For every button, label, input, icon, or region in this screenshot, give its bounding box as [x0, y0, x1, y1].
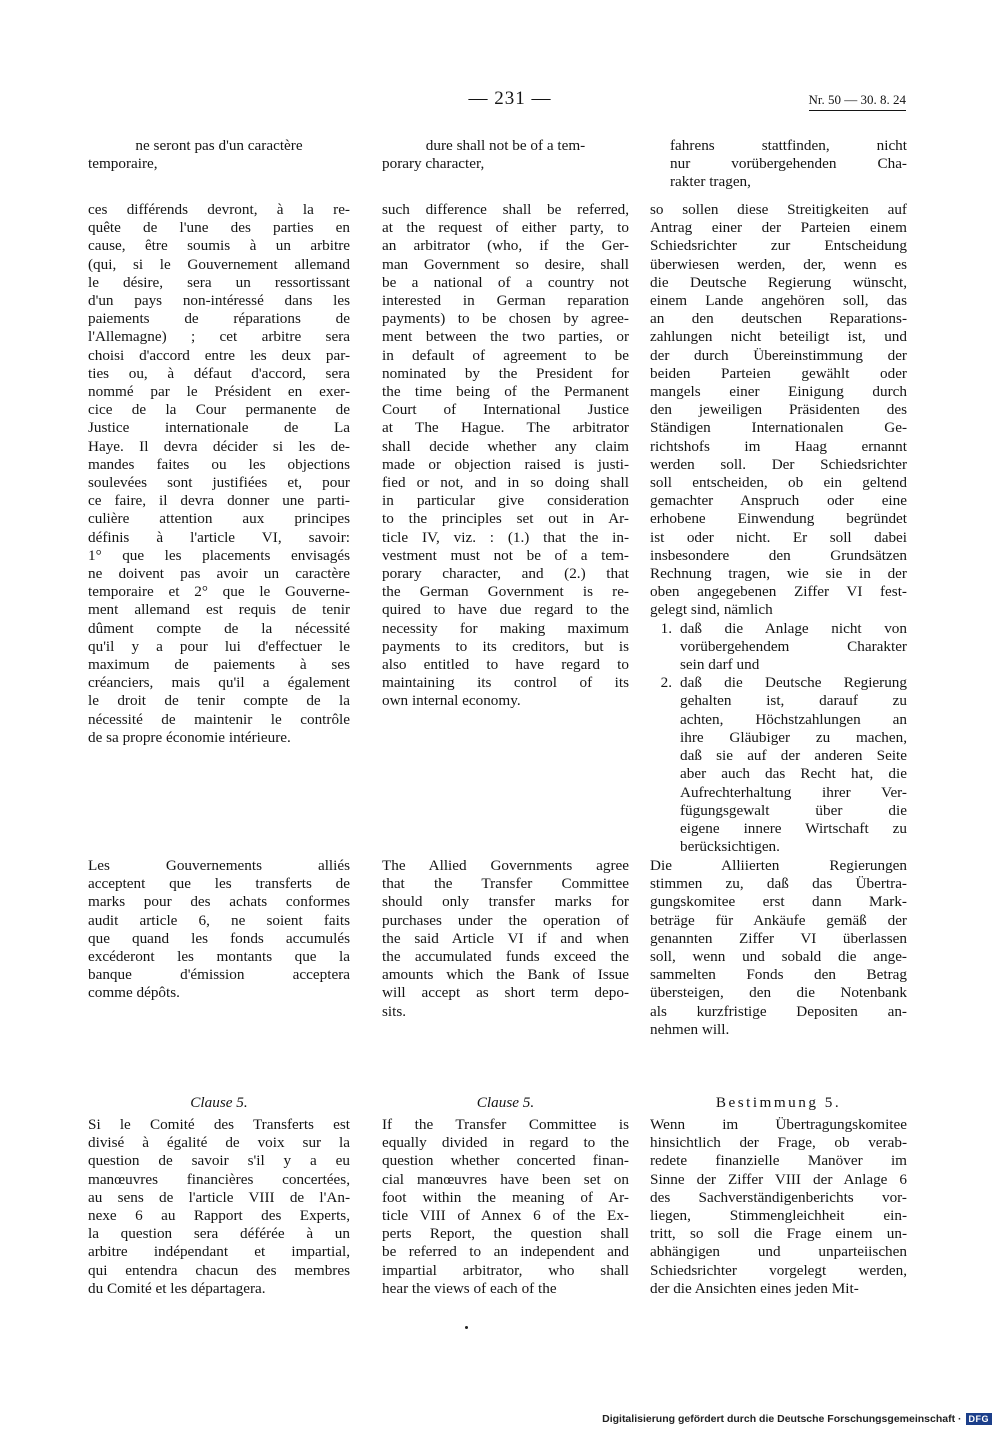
text-line: at The Hague. The arbitrator: [382, 419, 629, 437]
fr-clause-title: Clause 5.: [190, 1094, 248, 1111]
text-line: vorübergehendem Charakter: [680, 637, 907, 655]
fr-block-1: [88, 137, 350, 173]
text-line: erhobene Einwendung begründet: [650, 510, 907, 528]
text-line: als kurzfristige Depositen an-: [650, 1002, 907, 1020]
footer-text: Digitalisierung gefördert durch die Deutsche Forschungsgemeinschaft ·: [602, 1413, 962, 1425]
text-line: Schiedsrichter vorgelegt werden,: [650, 1261, 907, 1279]
en-block-3: [382, 857, 629, 1021]
text-line: quête de l'une des parties en: [88, 219, 350, 237]
footer-credit: [602, 1413, 992, 1425]
text-line: the accumulated funds exceed the: [382, 948, 629, 966]
text-line: ment between the two parties, or: [382, 328, 629, 346]
text-line: be a national of a country not: [382, 273, 629, 291]
text-line: excéderont les montants que la: [88, 948, 350, 966]
text-line: necessity for making maximum: [382, 619, 629, 637]
text-line: question de savoir s'il y a eu: [88, 1152, 350, 1170]
text-line: die Deutsche Regierung wünscht,: [650, 273, 907, 291]
text-line: que quand les fonds accumulés: [88, 929, 350, 947]
text-line: den jeweiligen Präsidenten des: [650, 401, 907, 419]
text-line: genannten Ziffer VI überlassen: [650, 929, 907, 947]
text-line: sammelten Fonds den Betrag: [650, 966, 907, 984]
text-line: richtshofs im Haag ernannt: [650, 437, 907, 455]
text-line: au sens de l'article VIII de l'An-: [88, 1188, 350, 1206]
text-line: hear the views of each of the: [382, 1279, 557, 1297]
text-line: banque d'émission acceptera: [88, 966, 350, 984]
text-line: einem Lande angehören soll, das: [650, 292, 907, 310]
text-line: ticle VIII of Annex 6 of the Ex-: [382, 1207, 629, 1225]
text-line: stimmen zu, daß das Übertra-: [650, 875, 907, 893]
text-line: an den deutschen Reparations-: [650, 310, 907, 328]
text-line: soll entscheiden, ob ein geltend: [650, 474, 907, 492]
text-line: mangels einer Einigung durch: [650, 383, 907, 401]
text-line: interested in German reparation: [382, 292, 629, 310]
text-line: vestment must not be of a tem-: [382, 546, 629, 564]
text-line: der durch Übereinstimmung der: [650, 346, 907, 364]
text-line: Ständigen Internationalen Ge-: [650, 419, 907, 437]
text-line: at the request of either party, to: [382, 219, 629, 237]
text-line: sein darf und: [680, 656, 760, 674]
text-line: sits.: [382, 1002, 407, 1020]
text-line: in particular give consideration: [382, 492, 629, 510]
text-line: should only transfer marks for: [382, 893, 629, 911]
text-line: porary character, and (2.) that: [382, 565, 629, 583]
text-line: Antrag einer der Parteien einem: [650, 219, 907, 237]
text-line: le désire, sera un ressortissant: [88, 273, 350, 291]
text-line: shall decide whether any claim: [382, 437, 629, 455]
text-line: tritt, so soll die Frage einem un-: [650, 1225, 907, 1243]
text-line: payments to its creditors, but is: [382, 637, 629, 655]
text-line: Les Gouvernements alliés: [88, 857, 350, 874]
text-line: Haye. Il devra décider si les de-: [88, 437, 350, 455]
text-line: cice de la Cour permanente de: [88, 401, 350, 419]
text-line: that the Transfer Committee: [382, 875, 629, 893]
list-item-text: [680, 620, 907, 675]
text-line: equally divided in regard to the: [382, 1134, 629, 1152]
en-block-2: [382, 201, 629, 711]
text-line: gemachter Anspruch oder eine: [650, 492, 907, 510]
text-line: ticle IV, viz. : (1.) that the in-: [382, 528, 629, 546]
text-line: impartial arbitrator, who shall: [382, 1261, 629, 1279]
text-line: ist oder nicht. Er soll dabei: [650, 528, 907, 546]
text-line: Wenn im Übertragungskomitee: [650, 1116, 907, 1133]
text-line: acceptent que les transferts de: [88, 875, 350, 893]
text-line: marks pour des achats conformes: [88, 893, 350, 911]
text-line: perts Report, the question shall: [382, 1225, 629, 1243]
text-line: redete finanzielle Manöver im: [650, 1152, 907, 1170]
text-line: maintaining its control of its: [382, 674, 629, 692]
text-line: zahlungen nicht beteiligt ist, und: [650, 328, 907, 346]
text-line: maximum de paiements à ses: [88, 656, 350, 674]
text-line: foot within the meaning of Ar-: [382, 1188, 629, 1206]
text-line: be referred to an independent and: [382, 1243, 629, 1261]
text-line: nur vorübergehenden Cha-: [670, 155, 907, 173]
issue-reference: Nr. 50 — 30. 8. 24: [809, 92, 907, 111]
text-line: werden soll. Der Schiedsrichter: [650, 455, 907, 473]
text-line: choisi d'accord entre les deux par-: [88, 346, 350, 364]
text-line: oben angegebenen Ziffer VI fest-: [650, 583, 907, 601]
text-line: nécessité de maintenir le contrôle: [88, 710, 350, 728]
text-line: abhängigen und unparteiischen: [650, 1243, 907, 1261]
fr-block-4: [88, 1116, 350, 1298]
text-line: la question sera déférée à un: [88, 1225, 350, 1243]
de-block-2-list: [650, 620, 907, 857]
text-line: gelegt sind, nämlich: [650, 601, 773, 619]
text-line: the time being of the Permanent: [382, 383, 629, 401]
text-line: ne doivent pas avoir un caractère: [88, 565, 350, 583]
text-line: Justice internationale de La: [88, 419, 350, 437]
text-line: ces différends devront, à la re-: [88, 201, 350, 218]
text-line: d'un pays non-intéressé dans les: [88, 292, 350, 310]
text-line: nexe 6 au Rapport des Experts,: [88, 1207, 350, 1225]
text-line: Die Alliierten Regierungen: [650, 857, 907, 874]
en-clause-title: Clause 5.: [476, 1094, 535, 1111]
text-line: such difference shall be referred,: [382, 201, 629, 218]
text-line: eigene innere Wirtschaft zu: [680, 819, 907, 837]
text-line: gehalten ist, darauf zu: [680, 692, 907, 710]
text-line: payments) to be chosen by agree-: [382, 310, 629, 328]
printed-dot: [465, 1326, 468, 1329]
text-line: amounts which the Bank of Issue: [382, 966, 629, 984]
text-line: beträge für Ankäufe gemäß der: [650, 911, 907, 929]
text-line: made or objection raised is justi-: [382, 455, 629, 473]
text-line: fügungsgewalt über die: [680, 801, 907, 819]
text-line: ties ou, à défaut d'accord, sera: [88, 364, 350, 382]
dfg-logo: DFG: [966, 1413, 993, 1425]
list-item: [650, 620, 907, 675]
text-line: the German Government is re-: [382, 583, 629, 601]
text-line: définis à l'article VI, savoir:: [88, 528, 350, 546]
text-line: Si le Comité des Transferts est: [88, 1116, 350, 1133]
text-line: mandes faites ou les objections: [88, 455, 350, 473]
text-line: dure shall not be of a tem-: [425, 137, 586, 154]
text-line: own internal economy.: [382, 692, 521, 710]
text-line: nehmen will.: [650, 1020, 730, 1038]
text-line: Schiedsrichter zur Entscheidung: [650, 237, 907, 255]
text-line: culière attention aux principes: [88, 510, 350, 528]
text-line: ihre Gläubiger zu machen,: [680, 728, 907, 746]
text-line: to the principles set out in Ar-: [382, 510, 629, 528]
text-line: fied or not, and in so doing shall: [382, 474, 629, 492]
text-line: temporaire et 2° que le Gouverne-: [88, 583, 350, 601]
text-line: The Allied Governments agree: [382, 857, 629, 874]
text-line: the said Article VI if and when: [382, 929, 629, 947]
text-line: ce faire, il devra donner une parti-: [88, 492, 350, 510]
text-line: an arbitrator (who, if the Ger-: [382, 237, 629, 255]
de-block-2: [650, 201, 907, 856]
text-line: berücksichtigen.: [680, 838, 780, 856]
en-block-4: [382, 1116, 629, 1298]
fr-block-3: [88, 857, 350, 1003]
list-item-text: [680, 674, 907, 856]
text-line: fahrens stattfinden, nicht: [670, 137, 907, 154]
text-line: If the Transfer Committee is: [382, 1116, 629, 1133]
page-number: — 231 —: [468, 88, 552, 109]
text-line: überwiesen werden, der, wenn es: [650, 255, 907, 273]
text-line: Sinne der Ziffer VIII der Anlage 6: [650, 1170, 907, 1188]
text-line: soll, wenn und sobald die ange-: [650, 948, 907, 966]
text-line: dûment compte de la nécessité: [88, 619, 350, 637]
text-line: übersteigen, den die Notenbank: [650, 984, 907, 1002]
text-line: manœuvres financières concertées,: [88, 1170, 350, 1188]
text-line: in default of agreement to be: [382, 346, 629, 364]
text-line: quired to have due regard to the: [382, 601, 629, 619]
text-line: 1° que les placements envisagés: [88, 546, 350, 564]
text-line: purchases under the operation of: [382, 911, 629, 929]
text-line: Rechnung tragen, wie sie in der: [650, 565, 907, 583]
text-line: de sa propre économie intérieure.: [88, 728, 291, 746]
text-line: cial manœuvres have been set on: [382, 1170, 629, 1188]
text-line: will accept as short term depo-: [382, 984, 629, 1002]
text-line: cause, être soumis à un arbitre: [88, 237, 350, 255]
text-line: man Government so desire, shall: [382, 255, 629, 273]
text-line: l'Allemagne) ; cet arbitre sera: [88, 328, 350, 346]
de-block-1: [650, 137, 907, 192]
text-line: comme dépôts.: [88, 984, 180, 1002]
text-line: Court of International Justice: [382, 401, 629, 419]
text-line: des Sachverständigenberichts vor-: [650, 1188, 907, 1206]
de-clause-title: Bestimmung 5.: [715, 1094, 842, 1111]
de-block-2-intro: [650, 201, 907, 620]
text-line: Aufrechterhaltung ihrer Ver-: [680, 783, 907, 801]
text-line: liegen, Stimmengleichheit ein-: [650, 1207, 907, 1225]
text-line: beiden Parteien gewählt oder: [650, 364, 907, 382]
text-line: qu'il y a pour lui d'effectuer le: [88, 637, 350, 655]
text-line: porary character,: [382, 155, 485, 173]
text-line: le droit de tenir compte de la: [88, 692, 350, 710]
text-line: daß die Anlage nicht von: [680, 619, 907, 637]
text-line: ne seront pas d'un caractère: [135, 137, 303, 154]
text-line: achten, Höchstzahlungen an: [680, 710, 907, 728]
text-line: daß sie auf der anderen Seite: [680, 747, 907, 765]
de-block-3: [650, 857, 907, 1039]
de-block-4: [650, 1116, 907, 1298]
text-line: soulevées sont justifiées et, pour: [88, 474, 350, 492]
list-item-number: 1.: [660, 619, 672, 637]
text-line: der die Ansichten eines jeden Mit-: [650, 1279, 859, 1297]
text-line: créanciers, mais qu'il a également: [88, 674, 350, 692]
fr-block-2: [88, 201, 350, 747]
text-line: so sollen diese Streitigkeiten auf: [650, 201, 907, 218]
text-line: (qui, si le Gouvernement allemand: [88, 255, 350, 273]
text-line: insbesondere den Grundsätzen: [650, 546, 907, 564]
text-line: daß die Deutsche Regierung: [680, 674, 907, 692]
text-line: hinsichtlich der Frage, ob verab-: [650, 1134, 907, 1152]
text-line: aber auch das Recht hat, die: [680, 765, 907, 783]
text-line: divisé à égalité de voix sur la: [88, 1134, 350, 1152]
text-line: temporaire,: [88, 155, 158, 173]
text-line: qui entendra chacun des membres: [88, 1261, 350, 1279]
text-line: rakter tragen,: [670, 173, 751, 191]
list-item-number: 2.: [660, 674, 672, 692]
text-line: question whether concerted finan-: [382, 1152, 629, 1170]
text-line: gungskomitee erst dann Mark-: [650, 893, 907, 911]
list-item: [650, 674, 907, 856]
text-line: du Comité et les départagera.: [88, 1279, 266, 1297]
text-line: ment allemand est requis de tenir: [88, 601, 350, 619]
text-line: nommé par le Président en exer-: [88, 383, 350, 401]
en-block-1: [382, 137, 629, 173]
text-line: paiements de réparations de: [88, 310, 350, 328]
text-line: also entitled to have regard to: [382, 656, 629, 674]
text-line: arbitre indépendant et impartial,: [88, 1243, 350, 1261]
text-line: audit article 6, ne soient faits: [88, 911, 350, 929]
text-line: nominated by the President for: [382, 364, 629, 382]
